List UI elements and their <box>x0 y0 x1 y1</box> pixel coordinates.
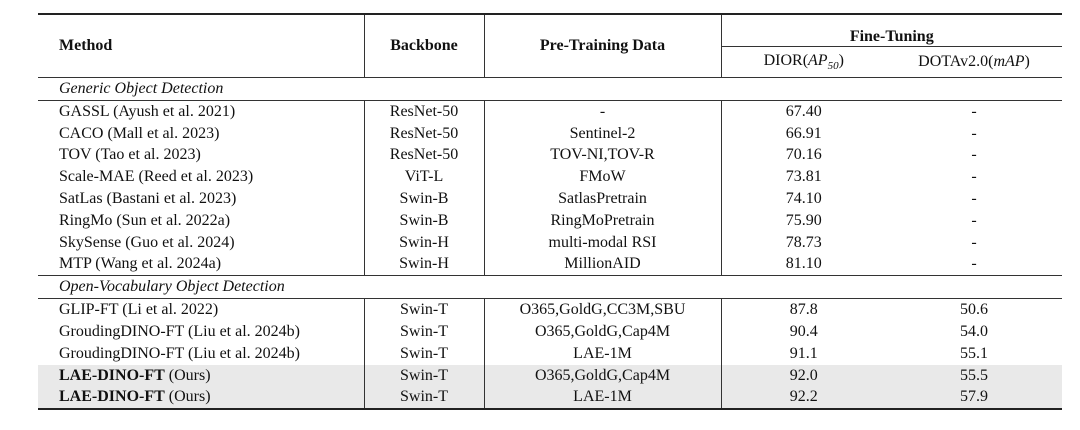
method-name-bold: LAE-DINO-FT <box>59 366 165 384</box>
cell-dota: 55.5 <box>886 365 1062 387</box>
table-row <box>38 123 1062 145</box>
cell-dota: - <box>971 102 977 120</box>
group-title: Generic Object Detection <box>38 78 1062 101</box>
header-row-1 <box>38 14 1062 47</box>
cell-data: MillionAID <box>484 254 721 276</box>
cell-dota: - <box>971 124 977 142</box>
table-row <box>38 254 1062 276</box>
group-title: Open-Vocabulary Object Detection <box>38 276 1062 299</box>
cell-dota: - <box>971 233 977 251</box>
cell-method: GLIP-FT (Li et al. 2022) <box>38 299 364 321</box>
table-row <box>38 299 1062 321</box>
cell-dota: 57.9 <box>886 387 1062 410</box>
cell-method: Scale-MAE (Reed et al. 2023) <box>38 166 364 188</box>
header-dota: DOTAv2.0(mAP) <box>918 53 1030 70</box>
table-row <box>38 321 1062 343</box>
header-finetuning: Fine-Tuning <box>721 14 1062 47</box>
group-header-generic <box>38 78 1062 101</box>
cell-data: RingMoPretrain <box>484 210 721 232</box>
cell-backbone: ViT-L <box>364 166 484 188</box>
cell-dior: 70.16 <box>785 146 822 164</box>
cell-backbone: Swin-B <box>364 210 484 232</box>
cell-data: Sentinel-2 <box>484 123 721 145</box>
cell-dior: 74.10 <box>785 190 822 208</box>
cell-dota: - <box>971 190 977 208</box>
cell-data: O365,GoldG,Cap4M <box>484 321 721 343</box>
cell-backbone: Swin-H <box>364 232 484 254</box>
header-dior: $DIOR(AP_{50})$ <box>763 51 844 73</box>
cell-dota: - <box>971 168 977 186</box>
cell-backbone: Swin-T <box>364 343 484 365</box>
cell-method <box>38 365 364 387</box>
method-suffix: (Ours) <box>164 366 211 384</box>
cell-backbone: Swin-T <box>364 299 484 321</box>
cell-data: O365,GoldG,Cap4M <box>484 365 721 387</box>
cell-dior: 92.0 <box>721 365 886 387</box>
table-row <box>38 101 1062 123</box>
method-name-bold: LAE-DINO-FT <box>59 388 165 406</box>
cell-backbone: ResNet-50 <box>364 145 484 167</box>
cell-backbone: ResNet-50 <box>364 123 484 145</box>
table-row <box>38 188 1062 210</box>
cell-dota: - <box>971 255 977 273</box>
cell-dior: 81.10 <box>785 255 822 273</box>
table-row <box>38 232 1062 254</box>
cell-backbone: Swin-B <box>364 188 484 210</box>
group-header-open-vocabulary <box>38 276 1062 299</box>
header-pretraining-data: Pre-Training Data <box>484 14 721 78</box>
cell-dior: 90.4 <box>789 323 818 341</box>
cell-dior: 73.81 <box>785 168 822 186</box>
cell-backbone: Swin-T <box>364 365 484 387</box>
cell-dior: 67.40 <box>785 102 822 120</box>
table-row <box>38 210 1062 232</box>
cell-method: RingMo (Sun et al. 2022a) <box>38 210 364 232</box>
header-method: Method <box>38 14 364 78</box>
cell-dota: - <box>971 146 977 164</box>
cell-dior: 66.91 <box>785 124 822 142</box>
cell-backbone: ResNet-50 <box>364 101 484 123</box>
cell-dota: 55.1 <box>960 344 988 362</box>
cell-data: SatlasPretrain <box>484 188 721 210</box>
cell-dota: 54.0 <box>960 323 988 341</box>
cell-backbone: Swin-H <box>364 254 484 276</box>
cell-dota: 50.6 <box>960 301 988 319</box>
cell-method: CACO (Mall et al. 2023) <box>38 123 364 145</box>
cell-dior: 78.73 <box>785 233 822 251</box>
cell-method: SatLas (Bastani et al. 2023) <box>38 188 364 210</box>
table-row-ours <box>38 387 1062 410</box>
cell-method: GroudingDINO-FT (Liu et al. 2024b) <box>38 343 364 365</box>
cell-backbone: Swin-T <box>364 321 484 343</box>
header-backbone: Backbone <box>364 14 484 78</box>
cell-data: FMoW <box>484 166 721 188</box>
method-suffix: (Ours) <box>164 388 211 406</box>
cell-backbone: Swin-T <box>364 387 484 410</box>
table-row-ours <box>38 365 1062 387</box>
cell-data: LAE-1M <box>484 343 721 365</box>
cell-dior: 87.8 <box>789 301 818 319</box>
cell-dota: - <box>971 211 977 229</box>
table-row <box>38 145 1062 167</box>
cell-method: GroudingDINO-FT (Liu et al. 2024b) <box>38 321 364 343</box>
cell-data: O365,GoldG,CC3M,SBU <box>484 299 721 321</box>
cell-dior: 92.2 <box>721 387 886 410</box>
cell-method <box>38 387 364 410</box>
table-row <box>38 343 1062 365</box>
cell-data: LAE-1M <box>484 387 721 410</box>
cell-method: SkySense (Guo et al. 2024) <box>38 232 364 254</box>
comparison-table <box>38 13 1062 410</box>
cell-data: TOV-NI,TOV-R <box>484 145 721 167</box>
cell-method: TOV (Tao et al. 2023) <box>38 145 364 167</box>
cell-method: GASSL (Ayush et al. 2021) <box>38 101 364 123</box>
cell-data: - <box>484 101 721 123</box>
cell-method: MTP (Wang et al. 2024a) <box>38 254 364 276</box>
table-row <box>38 166 1062 188</box>
cell-dior: 91.1 <box>789 344 818 362</box>
cell-dior: 75.90 <box>785 211 822 229</box>
cell-data: multi-modal RSI <box>484 232 721 254</box>
